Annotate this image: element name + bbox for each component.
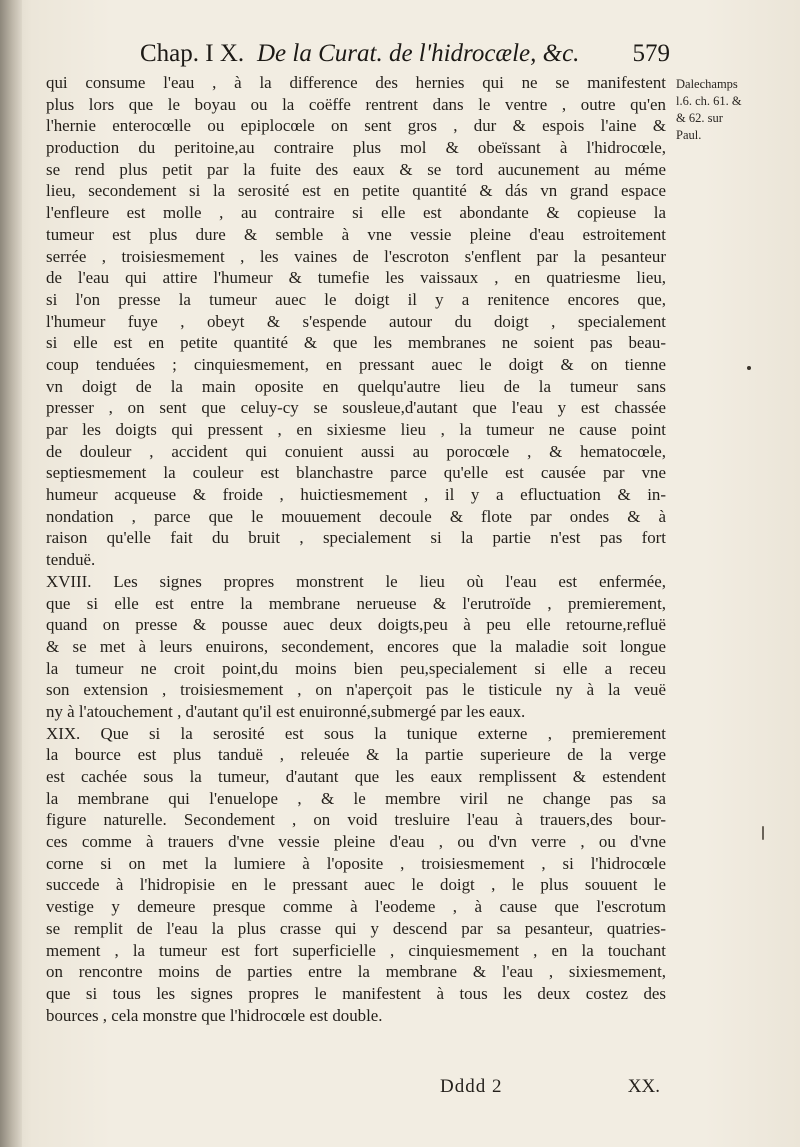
text-line: quand on presse & pousse auec deux doigts,peu à peu elle retourne,refluë [46, 615, 666, 635]
text-line: si l'on presse la tumeur auec le doigt il y a renitence encores que, [46, 289, 666, 309]
text-line: l'hernie enterocœlle ou epiplocœle on sent gros , dur & espois l'aine & [46, 116, 666, 136]
text-line: qui consume l'eau , à la difference des hernies qui ne se manifestent [46, 73, 666, 92]
margin-note-line: & 62. sur [676, 111, 723, 125]
margin-note [676, 76, 788, 144]
text-line: succede à l'hidropisie en le pressant auec le doigt , le plus souuent le [46, 875, 666, 895]
text-line: production du peritoine,au contraire plus mol & obeïssant à l'hidrocœle, [46, 138, 666, 158]
body-text [46, 72, 666, 1026]
margin-note-line: l.6. ch. 61. & [676, 94, 742, 108]
text-line: tumeur est plus dure & semble à vne vessie pleine d'eau estroitement [46, 224, 666, 244]
chapter-title: De la Curat. de l'hidrocæle, &c. [257, 40, 580, 67]
text-line: XIX. Que si la serosité est sous la tunique externe , premierement [46, 723, 666, 743]
text-line: se rend plus petit par la fuite des eaux & se tord aucunement au méme [46, 159, 666, 179]
text-line: & se met à leurs enuirons, secondement, encores que la maladie soit longue [46, 636, 666, 656]
text-line: mement , la tumeur est fort superficielle , cinquiesmement , en la touchant [46, 940, 666, 960]
text-line: vestige y demeure presque comme à l'eodeme , à cause que l'escrotum [46, 897, 666, 917]
text-line: tenduë. [46, 550, 96, 570]
text-line: nondation , parce que le mouuement decoule & flote par ondes & à [46, 506, 666, 526]
signature-mark: Dddd 2 [440, 1076, 503, 1097]
text-line: coup tenduées ; cinquiesmement, en pressant auec le doigt & on tienne [46, 354, 666, 374]
text-line: se remplit de l'eau la plus crasse qui y descend par sa pesanteur, quatries- [46, 918, 666, 938]
text-line: la bource est plus tanduë , releuée & la partie superieure de la verge [46, 745, 666, 765]
text-line: est cachée sous la tumeur, d'autant que les eaux remplissent & estendent [46, 767, 666, 786]
text-line: l'humeur fuye , obeyt & s'espende autour du doigt , specialement [46, 311, 666, 331]
text-line: plus lors que le boyau ou la coëffe rentrent dans le ventre , outre qu'en [46, 94, 666, 114]
margin-note-line: Paul. [676, 128, 702, 142]
text-line: figure naturelle. Secondement , on void tresluire l'eau à trauers,des bour- [46, 810, 666, 830]
margin-note-line: Dalechamps [676, 77, 738, 91]
footer-catchline [440, 1076, 660, 1102]
catchword: XX. [627, 1076, 660, 1097]
text-line: que si elle est entre la membrane nerueuse & l'erutroïde , premierement, [46, 593, 666, 613]
text-line: son extension , troisiesmement , on n'aperçoit pas le tisticule ny à la veuë [46, 680, 666, 700]
text-line: humeur acqueuse & froide , huictiesmement , il y a efluctuation & in- [46, 485, 666, 505]
text-line: vn doigt de la main oposite en quelqu'autre lieu de la tumeur sans [46, 376, 666, 396]
running-header [140, 38, 670, 72]
text-line: serrée , troisiesmement , les vaines de l'escroton s'enflent par la pesanteur [46, 246, 666, 266]
text-line: la tumeur ne croit point,du moins bien peu,specialement si elle a receu [46, 658, 666, 678]
text-line: ces comme à trauers d'vne vessie pleine d'eau , ou d'vn verre , ou d'vne [46, 832, 666, 852]
text-line: ny à l'atouchement , d'autant qu'il est enuironné,submergé par les eaux. [46, 701, 526, 721]
ink-mark [762, 826, 764, 840]
text-line: si elle est en petite quantité & que les membranes ne soient pas beau- [46, 333, 666, 353]
text-line: la membrane qui l'enuelope , & le membre viril ne change pas sa [46, 788, 666, 808]
page-gutter [0, 0, 22, 1147]
text-line: on rencontre moins de parties entre la membrane & l'eau , sixiesmement, [46, 962, 666, 982]
text-line: bources , cela monstre que l'hidrocœle est double. [46, 1005, 383, 1025]
ink-speck [747, 366, 751, 370]
text-line: corne si on met la lumiere à l'oposite , troisiesmement , si l'hidrocœle [46, 853, 666, 873]
text-line: septiesmement la couleur est blanchastre parce qu'elle est causée par vne [46, 463, 666, 483]
text-line: que si tous les signes propres le manifestent à tous les deux costez des [46, 983, 666, 1003]
text-line: l'enfleure est molle , au contraire si elle est abondante & copieuse la [46, 203, 666, 223]
text-line: de l'eau qui attire l'humeur & tumefie les vaissaux , en quatriesme lieu, [46, 268, 666, 288]
page-number: 579 [632, 40, 670, 67]
text-line: lieu, secondement si la serosité est en petite quantité & dás vn grand espace [46, 181, 666, 201]
text-line: presser , on sent que celuy-cy se sousleue,d'autant que l'eau y est chassée [46, 398, 666, 418]
text-line: par les doigts qui pressent , en sixiesme lieu , la tumeur ne cause point [46, 420, 666, 439]
text-line: raison qu'elle fait du bruit , specialement si la partie n'est pas fort [46, 528, 666, 548]
chapter-label: Chap. I X. [140, 40, 245, 67]
text-line: de douleur , accident qui conuient aussi au porocœle , & hematocœle, [46, 441, 666, 461]
text-line: XVIII. Les signes propres monstrent le lieu où l'eau est enfermée, [46, 571, 666, 591]
